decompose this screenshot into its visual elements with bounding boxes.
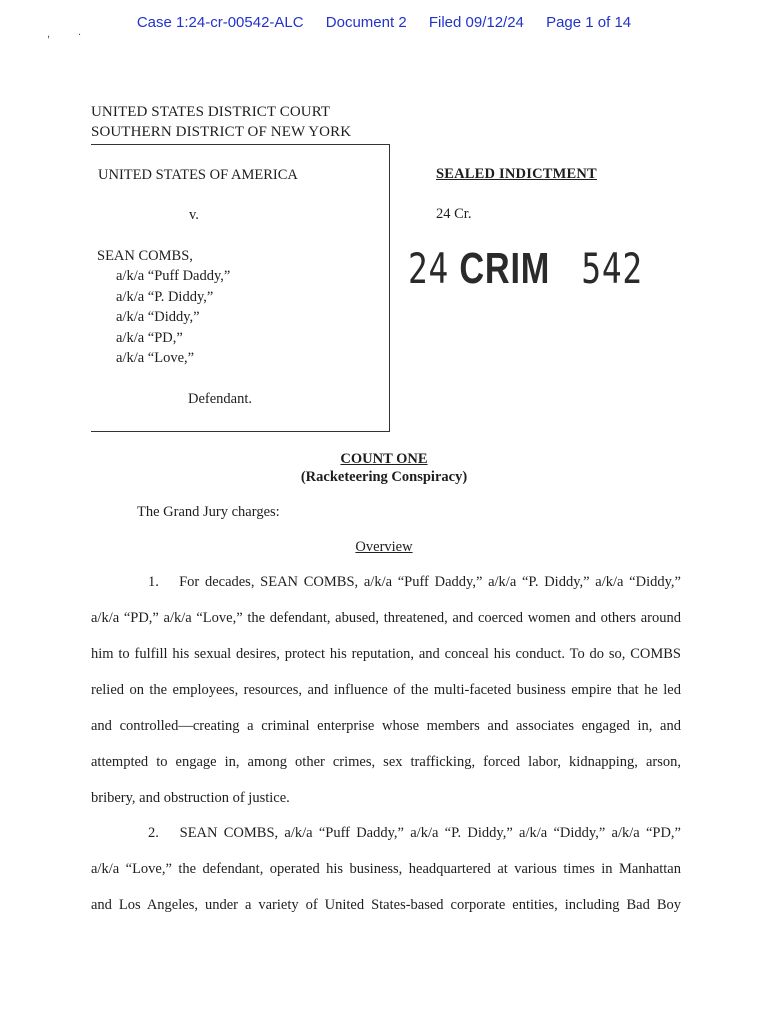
charges-intro: The Grand Jury charges:	[137, 504, 280, 520]
defendant-label: Defendant.	[188, 391, 253, 407]
ecf-filing-header	[0, 14, 768, 31]
page-indicator: Page 1 of 14	[546, 14, 632, 31]
stamp-word: CRIM	[459, 244, 551, 293]
alias-item: a/k/a “Puff Daddy,”	[116, 268, 231, 284]
filed-date: Filed 09/12/24	[428, 14, 524, 31]
indictment-title: SEALED INDICTMENT	[436, 166, 597, 182]
alias-item: a/k/a “P. Diddy,”	[116, 288, 214, 305]
stamp-number: 542	[581, 244, 643, 293]
paragraph-line: 1. For decades, SEAN COMBS, a/k/a “Puff Daddy,” a/k/a “P. Diddy,” a/k/a “Diddy,”	[148, 574, 681, 590]
scan-artifact: ,	[47, 28, 51, 40]
paragraph-line: him to fulfill his sexual desires, protect his reputation, and conceal his conduct. To do so, COMBS	[91, 646, 681, 662]
scan-artifact: .	[78, 26, 82, 38]
case-caption-box	[91, 144, 390, 432]
alias-list	[116, 266, 230, 369]
paragraph-line: bribery, and obstruction of justice.	[91, 790, 290, 806]
paragraph-line: a/k/a “PD,” a/k/a “Love,” the defendant, abused, threatened, and coerced women and others around	[91, 610, 681, 626]
case-number: Case 1:24-cr-00542-ALC	[136, 14, 304, 31]
section-heading: Overview	[355, 539, 413, 555]
alias-item: a/k/a “Diddy,”	[116, 309, 200, 325]
court-name	[91, 102, 351, 142]
paragraph-line: and controlled—creating a criminal enterprise whose members and associates engaged in, and	[91, 718, 681, 734]
paragraph-line: and Los Angeles, under a variety of United States-based corporate entities, including Bad Boy	[91, 897, 681, 913]
paragraph-1	[91, 564, 681, 816]
alias-item: a/k/a “PD,”	[116, 329, 183, 346]
versus: v.	[189, 207, 199, 223]
paragraph-line: relied on the employees, resources, and influence of the multi-faceted business empire that he led	[91, 682, 681, 698]
defendant-name: SEAN COMBS,	[97, 248, 193, 264]
paragraph-2	[91, 815, 681, 923]
case-number-stamp	[408, 244, 643, 294]
stamp-prefix: 24	[408, 244, 450, 293]
court-line-2: SOUTHERN DISTRICT OF NEW YORK	[91, 124, 352, 140]
paragraph-line: 2. SEAN COMBS, a/k/a “Puff Daddy,” a/k/a “P. Diddy,” a/k/a “Diddy,” a/k/a “PD,”	[148, 825, 681, 841]
alias-item: a/k/a “Love,”	[116, 350, 195, 366]
plaintiff: UNITED STATES OF AMERICA	[98, 167, 298, 183]
count-subtitle: (Racketeering Conspiracy)	[300, 469, 468, 485]
count-heading	[0, 450, 768, 486]
count-title: COUNT ONE	[340, 451, 428, 467]
court-line-1: UNITED STATES DISTRICT COURT	[91, 104, 331, 120]
paragraph-line: attempted to engage in, among other crimes, sex trafficking, forced labor, kidnapping, arson,	[91, 754, 681, 770]
paragraph-line: a/k/a “Love,” the defendant, operated his business, headquartered at various times in Manhattan	[91, 861, 681, 877]
document-number: Document 2	[325, 14, 407, 31]
criminal-number: 24 Cr.	[436, 206, 472, 222]
